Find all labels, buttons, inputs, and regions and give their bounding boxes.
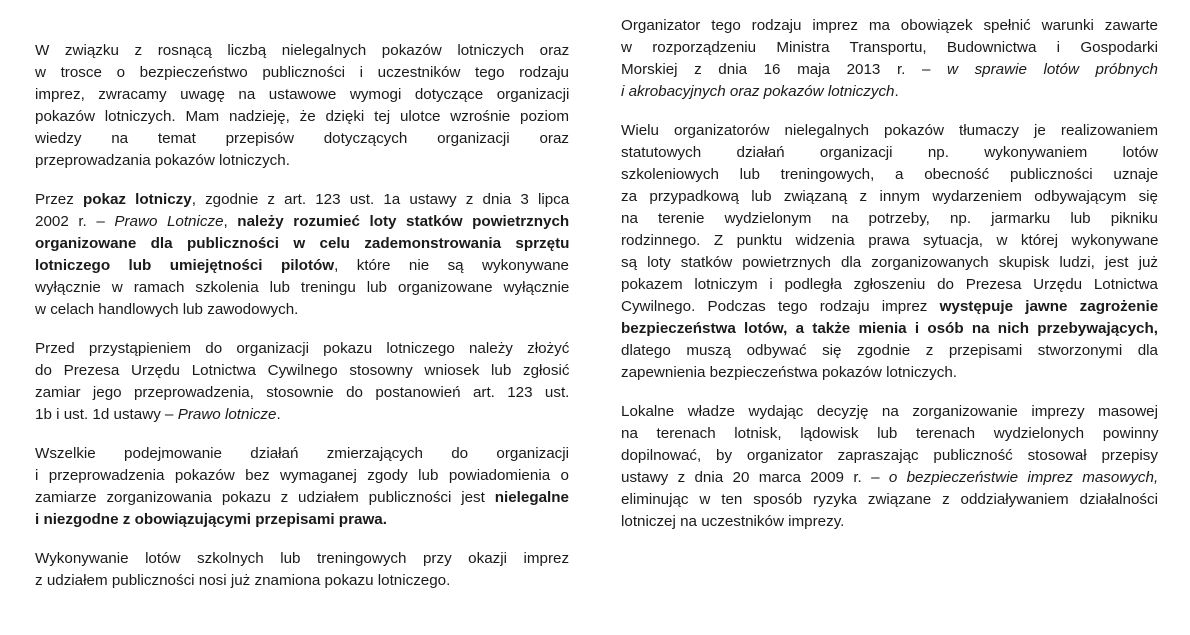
text-segment: . [276,406,281,423]
text-line [621,423,1158,445]
text-line [621,59,1158,81]
bold-text: lotniczego lub umiejętności pilotów [35,257,335,274]
text-segment: , zgodnie z art. 123 ust. 1a ustawy z dnia 3 lipca [191,191,570,208]
text-segment: imprez, zwracamy uwagę na ustawowe wymogi dotyczące organizacji [35,86,570,103]
text-line [621,230,1158,252]
text-segment: 1b i ust. 1d ustawy – [35,406,178,423]
bold-text: nielegalne [494,489,569,506]
paragraph [621,15,1158,103]
paragraph [35,338,569,426]
text-segment: do Prezesa Urzędu Lotnictwa Cywilnego stosowny wniosek lub zgłosić [35,362,570,379]
text-segment: dopilnować, by organizator zapraszając publiczność stosował przepisy [621,447,1158,464]
text-segment: na terenach lotnisk, lądowisk lub terenach wydzielonych powinny [621,425,1159,442]
text-line [621,186,1158,208]
text-segment: dlatego muszą odbywać się zgodnie z przepisami stworzonymi dla [621,342,1158,359]
text-segment: pokazem lotniczym i podległa zgłoszeniu do Prezesa Urzędu Lotnictwa [621,276,1158,293]
text-segment: Przed przystąpieniem do organizacji pokazu lotniczego należy złożyć [35,340,570,357]
text-segment: Morskiej z dnia 16 maja 2013 r. – [621,61,948,78]
text-line [621,120,1158,142]
text-line [621,511,1158,533]
text-segment: rodzinnego. Z punktu widzenia prawa sytuacja, w której wykonywane [621,232,1159,249]
text-line [621,362,1158,384]
text-segment: z udziałem publiczności nosi już znamiona pokazu lotniczego. [35,572,451,589]
text-line [621,81,1158,103]
text-line [35,404,569,426]
text-line [35,62,569,84]
text-line [35,443,569,465]
text-segment: 2002 r. – [35,213,115,230]
text-line [35,570,569,592]
left-column [35,40,569,609]
text-line [35,277,569,299]
text-line [621,318,1158,340]
paragraph [35,189,569,321]
text-segment: Cywilnego. Podczas tego rodzaju imprez [621,298,940,315]
italic-text: o bezpieczeństwie imprez masowych, [888,469,1159,486]
text-line [35,150,569,172]
paragraph [621,401,1158,533]
text-segment: Wykonywanie lotów szkolnych lub treningowych przy okazji imprez [35,550,570,567]
bold-text: bezpieczeństwa lotów, a także mienia i osób na nich przebywających, [621,320,1158,337]
italic-text: Prawo Lotnicze [114,213,224,230]
text-line [35,465,569,487]
paragraph [35,443,569,531]
text-line [35,128,569,150]
text-line [621,274,1158,296]
text-line [35,382,569,404]
text-segment: , [223,213,238,230]
text-segment: Organizator tego rodzaju imprez ma obowiązek spełnić warunki zawarte [621,17,1158,34]
text-segment: wyłącznie w ramach szkolenia lub treningu lub organizowane wyłącznie [35,279,570,296]
text-line [35,255,569,277]
text-segment: zapewnienia bezpieczeństwa pokazów lotniczych. [621,364,958,381]
paragraph [35,40,569,172]
text-segment: i przeprowadzenia pokazów bez wymaganej zgody lub powiadomienia o [35,467,569,484]
paragraph [35,548,569,592]
text-segment: ustawy z dnia 20 marca 2009 r. – [621,469,889,486]
text-segment: lotniczej na uczestników imprezy. [621,513,845,530]
text-segment: Przez [35,191,83,208]
text-line [35,338,569,360]
text-segment: Wszelkie podejmowanie działań zmierzających do organizacji [35,445,569,462]
text-segment: na terenie wydzielonym na potrzeby, np. jarmarku lub pikniku [621,210,1158,227]
text-segment: statutowych działań organizacji np. wykonywaniem lotów [621,144,1158,161]
text-line [621,445,1158,467]
italic-text: i akrobacyjnych oraz pokazów lotniczych [621,83,895,100]
text-line [35,299,569,321]
text-line [621,164,1158,186]
text-line [621,15,1158,37]
text-line [35,84,569,106]
text-line [621,142,1158,164]
right-column [621,15,1158,550]
text-line [621,296,1158,318]
text-line [35,40,569,62]
text-line [621,489,1158,511]
text-segment: w celach handlowych lub zawodowych. [35,301,299,318]
text-line [621,401,1158,423]
text-line [35,211,569,233]
text-line [35,189,569,211]
text-line [35,360,569,382]
text-line [35,509,569,531]
text-segment: , które nie są wykonywane [334,257,569,274]
text-segment: przeprowadzania pokazów lotniczych. [35,152,290,169]
text-line [621,208,1158,230]
text-segment: wiedzy na temat przepisów dotyczących organizacji oraz [35,130,569,147]
bold-text: należy rozumieć loty statków powietrznych [237,213,570,230]
text-segment: w trosce o bezpieczeństwo publiczności i uczestników tego rodzaju [35,64,569,81]
text-segment: za przypadkową lub związaną z innym wydarzeniem odbywającym się [621,188,1158,205]
text-segment: zamiarze zorganizowania pokazu z udziałem publiczności jest [35,489,495,506]
paragraph [621,120,1158,384]
text-line [35,106,569,128]
text-segment: Wielu organizatorów nielegalnych pokazów tłumaczy je realizowaniem [621,122,1158,139]
text-line [621,467,1158,489]
text-line [621,340,1158,362]
text-segment: zamiar jego przeprowadzenia, stosownie do postanowień art. 123 ust. [35,384,570,401]
text-line [35,233,569,255]
text-line [621,252,1158,274]
italic-text: w sprawie lotów próbnych [947,61,1159,78]
text-segment: w rozporządzeniu Ministra Transportu, Budownictwa i Gospodarki [621,39,1158,56]
italic-text: Prawo lotnicze [177,406,277,423]
text-segment: W związku z rosnącą liczbą nielegalnych pokazów lotniczych oraz [35,42,570,59]
text-segment: Lokalne władze wydając decyzję na zorganizowanie imprezy masowej [621,403,1158,420]
text-segment: są loty statków powietrznych dla zorganizowanych skupisk ludzi, jest już [621,254,1158,271]
text-segment: . [894,83,899,100]
text-segment: szkoleniowych lub treningowych, a obecność publiczności uznaje [621,166,1159,183]
text-line [35,487,569,509]
bold-text: występuje jawne zagrożenie [939,298,1159,315]
text-segment: eliminując w ten sposób ryzyka związane z oddziaływaniem działalności [621,491,1158,508]
bold-text: i niezgodne z obowiązującymi przepisami prawa. [35,511,387,528]
text-line [621,37,1158,59]
text-line [35,548,569,570]
bold-text: pokaz lotniczy [82,191,192,208]
bold-text: organizowane dla publiczności w celu zademonstrowania sprzętu [35,235,570,252]
text-segment: pokazów lotniczych. Mam nadzieję, że dzięki tej ulotce wzrośnie poziom [35,108,569,125]
